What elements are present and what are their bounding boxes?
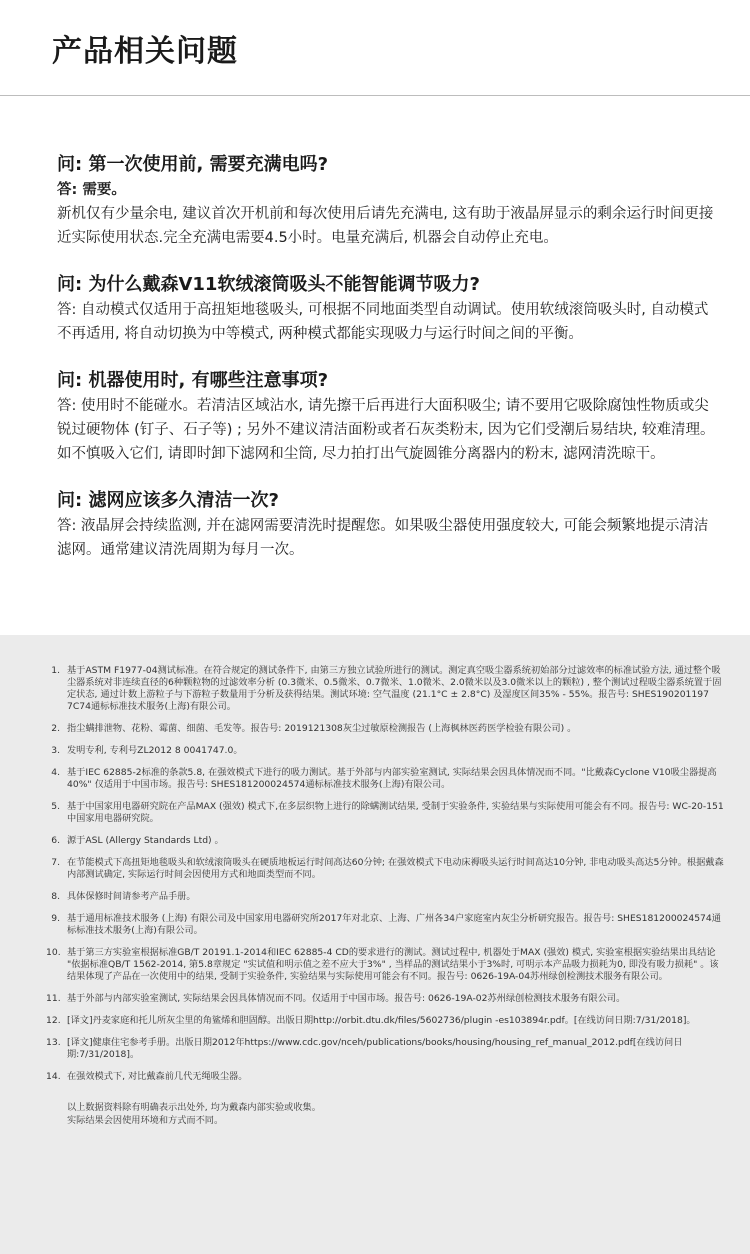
closing-line: 以上数据资料除有明确表示出处外, 均为戴森内部实验或收集。	[67, 1102, 321, 1113]
footnote-number: 12.	[46, 1015, 61, 1026]
page-header	[0, 0, 750, 96]
footnote-text: 基于IEC 62885-2标准的条款5.8, 在强效模式下进行的吸力测试。基于外部与内部实验室测试, 实际结果会因具体情况而不同。"比戴森Cyclone V10吸尘器提高40%" 仅适用于中国市场。报告号: SHES181200024574通标标准技术服务(上海)有限公司。	[67, 767, 717, 790]
footnote-number: 13.	[46, 1037, 61, 1048]
footnote-text: 基于中国家用电器研究院在产品MAX (强效) 模式下,在多层织物上进行的除螨测试结果, 受制于实验条件, 实验结果与实际使用可能会有不同。报告号: WC-20-151中国家用电器研究院。	[67, 801, 724, 824]
footnote-text: 具体保修时间请参考产品手册。	[67, 891, 196, 902]
footnote-number: 6.	[51, 835, 60, 846]
faq-answer: 答: 使用时不能碰水。若清洁区域沾水, 请先擦干后再进行大面积吸尘; 请不要用它吸除腐蚀性物质或尖锐过硬物体 (钉子、石子等) ; 另外不建议清洁面粉或者石灰类粉末, 因为它们受潮后易结块, 较难清理。如不慎吸入它们, 请即时卸下滤网和尘筒, 尽力拍打出气旋圆锥分离器内的粉末, 滤网清洗晾干。	[57, 398, 715, 462]
footnote-text: 基于第三方实验室根据标准GB/T 20191.1-2014和IEC 62885-4 CD的要求进行的测试。测试过程中, 机器处于MAX (强效) 模式, 实验室根据实验结果出具结论 "依据标准QB/T 1562-2014, 第5.8章规定 "实试值和明示值之差不应大于3%" , 当样品的测试结果小于3%时, 可明示本产品吸力损耗为0, 即没有吸力损耗" 。该结果体现了产品在一次使用中的结果, 受制于实验条件, 实验结果与实际使用可能会有不同。报告号: 0626-19A-04苏州绿创检测技术服务有限公司。	[67, 947, 719, 982]
footnote-number: 11.	[46, 993, 61, 1004]
faq-section	[0, 96, 750, 635]
footnote-number: 9.	[51, 913, 60, 924]
faq-item	[57, 272, 720, 346]
footnote-number: 7.	[51, 857, 60, 868]
faq-question: 问: 滤网应该多久清洁一次?	[57, 490, 279, 511]
footnote-text: 基于外部与内部实验室测试, 实际结果会因具体情况而不同。仅适用于中国市场。报告号: 0626-19A-02苏州绿创检测技术服务有限公司。	[67, 993, 626, 1004]
footnote-number: 8.	[51, 891, 60, 902]
faq-question: 问: 机器使用时, 有哪些注意事项?	[57, 370, 329, 391]
footnote-item	[46, 665, 724, 713]
footnote-item	[46, 857, 724, 881]
faq-item	[57, 368, 720, 466]
faq-question: 问: 为什么戴森V11软绒滚筒吸头不能智能调节吸力?	[57, 274, 480, 295]
footnote-number: 10.	[46, 947, 61, 958]
faq-item	[57, 152, 720, 250]
footnote-item	[46, 913, 724, 937]
footnote-text: 基于ASTM F1977-04测试标准。在符合规定的测试条件下, 由第三方独立试验所进行的测试。测定真空吸尘器系统初始部分过滤效率的标准试验方法, 通过整个吸尘器系统对非连续直径的6种颗粒物的过滤效率分析 (0.3微米、0.5微米、0.7微米、1.0微米、2.0微米以及3.0微米以上的颗粒) , 整个测试过程吸尘器系统置于固定状态, 通过计数上游粒子与下游粒子数量用于分析及获得结果。测试环境: 空气温度 (21.1°C ± 2.8°C) 及湿度区间35% - 55%。报告号: SHES190201197 7C74通标标准技术服务(上海)有限公司。	[67, 665, 722, 712]
footnote-text: 在节能模式下高扭矩地毯吸头和软绒滚筒吸头在硬质地板运行时间高达60分钟; 在强效模式下电动床褥吸头运行时间高达10分钟, 非电动吸头高达5分钟。根据戴森内部测试确定, 实际运行时间会因使用方式和地面类型而不同。	[67, 857, 724, 880]
footnote-item	[46, 723, 724, 735]
footnote-number: 1.	[51, 665, 60, 676]
faq-question: 问: 第一次使用前, 需要充满电吗?	[57, 154, 329, 175]
footnote-item	[46, 1071, 724, 1083]
footnote-text: 在强效模式下, 对比戴森前几代无绳吸尘器。	[67, 1071, 248, 1082]
page-title: 产品相关问题	[52, 34, 238, 69]
footnote-item	[46, 1015, 724, 1027]
footnote-text: 源于ASL (Allergy Standards Ltd) 。	[67, 835, 224, 846]
footnotes-section	[0, 635, 750, 1254]
footnote-item	[46, 835, 724, 847]
closing-note	[46, 1101, 724, 1127]
footnote-item	[46, 745, 724, 757]
faq-item	[57, 488, 720, 562]
footnote-text: 发明专利, 专利号ZL2012 8 0041747.0。	[67, 745, 243, 756]
footnote-text: [译文]丹麦家庭和托儿所灰尘里的角鲨烯和胆固醇。出版日期http://orbit.dtu.dk/files/5602736/plugin -es103894r.pdf。[在线访问日期:7/31/2018]。	[67, 1015, 696, 1026]
faq-answer: 新机仅有少量余电, 建议首次开机前和每次使用后请先充满电, 这有助于液晶屏显示的剩余运行时间更接近实际使用状态.完全充满电需要4.5小时。电量充满后, 机器会自动停止充电。	[57, 206, 714, 246]
closing-line: 实际结果会因使用环境和方式而不同。	[67, 1115, 224, 1126]
footnote-number: 5.	[51, 801, 60, 812]
footnote-item	[46, 891, 724, 903]
footnote-number: 2.	[51, 723, 60, 734]
footnote-item	[46, 1037, 724, 1061]
footnote-item	[46, 993, 724, 1005]
footnote-list	[46, 665, 724, 1083]
footnote-text: 基于通用标准技术服务 (上海) 有限公司及中国家用电器研究所2017年对北京、上海、广州各34户家庭室内灰尘分析研究报告。报告号: SHES181200024574通标标准技术服务(上海)有限公司。	[67, 913, 721, 936]
faq-answer: 答: 自动模式仅适用于高扭矩地毯吸头, 可根据不同地面类型自动调试。使用软绒滚筒吸头时, 自动模式不再适用, 将自动切换为中等模式, 两种模式都能实现吸力与运行时间之间的平衡。	[57, 302, 709, 342]
footnote-number: 4.	[51, 767, 60, 778]
footnote-number: 3.	[51, 745, 60, 756]
footnote-number: 14.	[46, 1071, 61, 1082]
footnote-text: 指尘螨排泄物、花粉、霉菌、细菌、毛发等。报告号: 2019121308灰尘过敏原检测报告 (上海枫林医药医学检验有限公司) 。	[67, 723, 577, 734]
footnote-text: [译文]健康住宅参考手册。出版日期2012年https://www.cdc.gov/nceh/publications/books/housing/housing_ref_manual_2012.pdf[在线访问日期:7/31/2018]。	[67, 1037, 683, 1060]
faq-answer: 答: 液晶屏会持续监测, 并在滤网需要清洗时提醒您。如果吸尘器使用强度较大, 可能会频繁地提示清洁滤网。通常建议清洗周期为每月一次。	[57, 518, 709, 558]
footnote-item	[46, 801, 724, 825]
footnote-item	[46, 767, 724, 791]
faq-answer-short: 答: 需要。	[57, 182, 126, 198]
footnote-item	[46, 947, 724, 983]
